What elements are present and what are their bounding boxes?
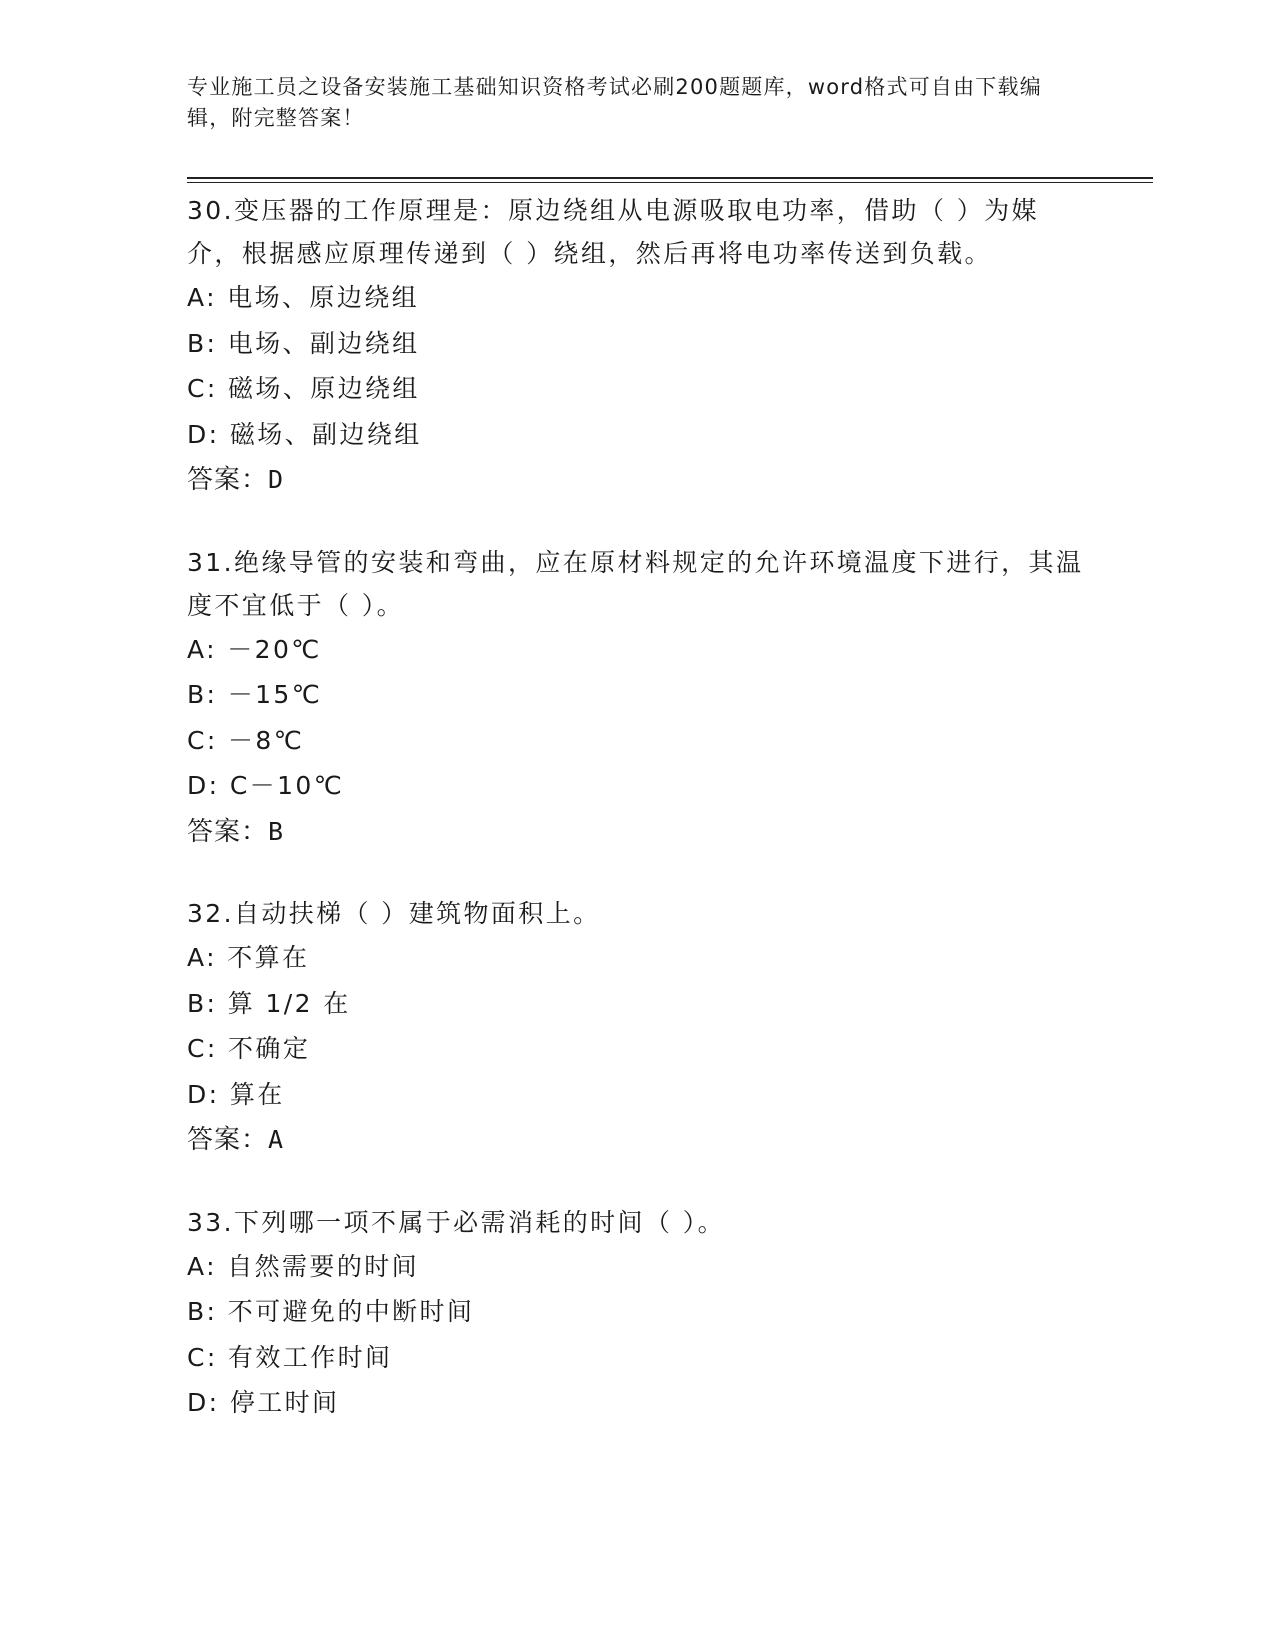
option-b: B: 不可避免的中断时间 — [187, 1297, 475, 1326]
option-a: A: 自然需要的时间 — [187, 1251, 420, 1281]
answer-line — [187, 457, 1087, 504]
option-d: D: 算在 — [187, 1079, 285, 1109]
option-a: A: 不算在 — [187, 943, 310, 972]
question-32 — [187, 892, 1087, 1164]
option-a: A: 电场、原边绕组 — [187, 283, 420, 312]
option-d: D: 磁场、副边绕组 — [187, 419, 422, 449]
answer-label: 答案： — [187, 816, 269, 847]
question-text: 30.变压器的工作原理是：原边绕组从电源吸取电功率，借助（ ）为媒介，根据感应原理传递到（ ）绕组，然后再将电功率传送到负载。 — [187, 196, 1039, 268]
question-text: 33.下列哪一项不属于必需消耗的时间（ ）。 — [187, 1207, 726, 1237]
option-c: C: －8℃ — [187, 725, 305, 755]
option-b: B: 电场、副边绕组 — [187, 328, 420, 358]
answer-line — [187, 809, 1087, 856]
option-b: B: 算 1/2 在 — [187, 988, 351, 1018]
option-c: C: 不确定 — [187, 1034, 311, 1063]
answer-label: 答案： — [187, 1125, 269, 1155]
option-d: D: 停工时间 — [187, 1388, 340, 1417]
answer-label: 答案： — [187, 465, 269, 495]
question-text: 31.绝缘导管的安装和弯曲，应在原材料规定的允许环境温度下进行，其温度不宜低于（ ）。 — [187, 547, 1084, 620]
option-c: C: 磁场、原边绕组 — [187, 374, 420, 403]
header-rule-thick — [187, 177, 1153, 179]
option-b: B: －15℃ — [187, 680, 323, 709]
question-text: 32.自动扶梯（ ）建筑物面积上。 — [187, 899, 601, 928]
answer-value: D — [268, 465, 284, 494]
question-33 — [187, 1201, 1087, 1426]
document-header: 专业施工员之设备安装施工基础知识资格考试必刷200题题库，word格式可自由下载编辑，附完整答案！ — [187, 75, 1042, 130]
answer-line — [187, 1117, 1087, 1164]
question-30 — [187, 189, 1087, 504]
option-c: C: 有效工作时间 — [187, 1342, 393, 1372]
option-d: D: C－10℃ — [187, 771, 345, 800]
header-rule-thin — [187, 182, 1153, 183]
question-list — [187, 189, 1087, 1463]
answer-value: A — [268, 1125, 284, 1154]
option-a: A: －20℃ — [187, 634, 322, 664]
question-31 — [187, 541, 1087, 856]
answer-value: B — [268, 816, 284, 846]
